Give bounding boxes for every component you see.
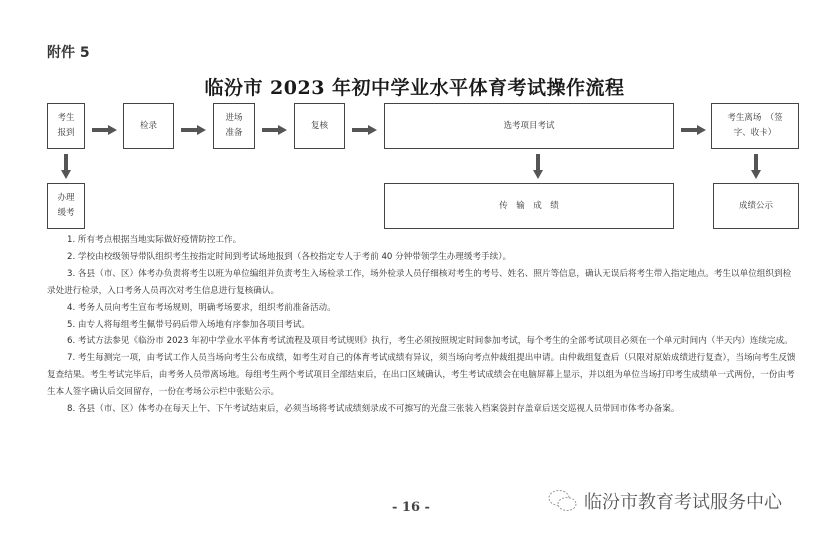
flow-box-leave — [711, 103, 799, 149]
flow-box-text: 复核 — [310, 120, 328, 131]
note-item: 3. 各县（市、区）体考办负责将考生以班为单位编组并负责考生入场检录工作，场外检录人员仔细核对考生的考号、姓名、照片等信息，确认无误后将考生带入指定地点。考生以单位组织到检录处进行检录，入口考务人员再次对考生信息进行复核确认。 — [47, 268, 792, 296]
flow-box-publish — [713, 183, 799, 229]
flow-box-text: 缓考 — [57, 208, 75, 218]
note-item: 4. 考务人员向考生宣布考场规则，明确考场要求，组织考前准备活动。 — [67, 302, 336, 313]
note-item: 8. 各县（市、区）体考办在每天上午、下午考试结束后，必须当场将考试成绩刻录成不可擦写的光盘三张装入档案袋封存盖章后送交巡视人员带回市体考办备案。 — [67, 404, 680, 415]
watermark-text: 临汾市教育考试服务中心 — [584, 492, 782, 513]
flow-box-text: 传 输 成 绩 — [499, 200, 559, 211]
flow-box-text: 考生离场 （签 — [727, 113, 783, 123]
flow-box-text: 准备 — [225, 128, 243, 138]
arrow-right-icon — [92, 125, 117, 135]
wechat-icon — [548, 489, 578, 513]
note-item: 7. 考生每测完一项，由考试工作人员当场向考生公布成绩，如考生对自己的体育考试成绩有异议，须当场向考点仲裁组提出申请。由仲裁组复查后（只限对原始成绩进行复查），当场向考生反馈复查结果。考生考试完毕后，由考务人员带离场地。每组考生两个考试项目全部结束后，在出口区域确认，考生考试成绩会在电脑屏幕上显示，并以组为单位当场打印考生成绩单一式两份，一份由考生本人签字确认后交回留存，一份在考场公示栏中张贴公示。 — [47, 353, 796, 398]
flow-box-prepare — [213, 103, 255, 149]
flow-box-text: 办理 — [57, 193, 75, 203]
flow-box-report — [47, 103, 85, 149]
flow-box-checkin — [123, 103, 174, 149]
flow-box-text: 成绩公示 — [738, 200, 773, 211]
arrow-right-icon — [681, 125, 706, 135]
page-title: 临汾市 2023 年初中学业水平体育考试操作流程 — [204, 77, 625, 99]
note-item: 5. 由专人将每组考生佩带号码后带入场地有序参加各项目考试。 — [67, 319, 310, 330]
flow-box-exam — [384, 103, 674, 149]
flow-box-text: 字、收卡） — [733, 128, 777, 138]
attachment-label: 附件 5 — [47, 45, 90, 61]
note-item: 6. 考试方法参见《临汾市 2023 年初中学业水平体育考试流程及项目考试规则》执行，考生必须按照规定时间参加考试，每个考生的全部考试项目必须在一个单元时间内（半天内）连续完成。 — [67, 336, 793, 347]
arrow-right-icon — [181, 125, 206, 135]
flow-box-text: 报到 — [57, 128, 75, 138]
flow-box-transmit — [384, 183, 674, 229]
flow-box-text: 考生 — [57, 113, 75, 123]
note-item: 1. 所有考点根据当地实际做好疫情防控工作。 — [67, 235, 242, 245]
flow-box-recheck — [294, 103, 345, 149]
page-number: - 16 - — [392, 500, 430, 515]
note-item: 2. 学校由校级领导带队组织考生按指定时间到考试场地报到（各校指定专人于考前 40 分钟带领学生办理缓考手续）。 — [67, 251, 512, 262]
arrow-down-icon — [533, 154, 543, 179]
arrow-right-icon — [352, 125, 377, 135]
flow-box-defer — [47, 183, 85, 229]
flow-box-text: 进场 — [225, 113, 243, 123]
arrow-right-icon — [262, 125, 287, 135]
notes-list — [47, 232, 799, 418]
flow-box-text: 选考项目考试 — [503, 120, 555, 131]
arrow-down-icon — [751, 154, 761, 179]
watermark — [548, 488, 782, 514]
flow-box-text: 检录 — [139, 120, 157, 131]
arrow-down-icon — [61, 154, 71, 179]
